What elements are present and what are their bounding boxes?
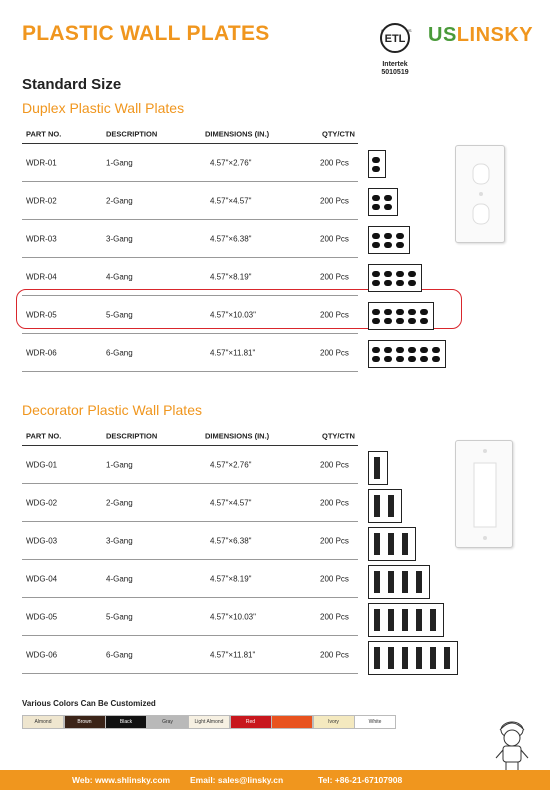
gang — [395, 233, 405, 248]
decorator-plate-1-gang — [368, 451, 388, 485]
decorator-outlet-icon — [456, 441, 514, 549]
decorator-plate-4-gang — [368, 565, 430, 599]
etl-logo-icon — [375, 22, 415, 56]
outlet-icon — [384, 195, 392, 201]
gang — [431, 347, 441, 362]
duplex-plate-3-gang — [368, 226, 410, 254]
color-swatch: Ivory — [313, 715, 355, 729]
decorator-opening-icon — [402, 533, 408, 555]
duplex-table — [22, 124, 358, 372]
decorator-opening-icon — [430, 647, 436, 669]
gang — [371, 157, 381, 172]
gang — [385, 495, 397, 517]
gang — [385, 647, 397, 669]
outlet-icon — [408, 309, 416, 315]
color-swatch: Black — [105, 715, 147, 729]
description: 4-Gang — [106, 272, 133, 281]
decorator-opening-icon — [388, 647, 394, 669]
gang — [385, 571, 397, 593]
quantity: 200 Pcs — [320, 460, 349, 469]
gang — [383, 233, 393, 248]
description: 5-Gang — [106, 310, 133, 319]
color-swatch: Gray — [147, 715, 189, 729]
color-swatch: Red — [230, 715, 272, 729]
outlet-icon — [372, 271, 380, 277]
description: 3-Gang — [106, 234, 133, 243]
outlet-icon — [420, 309, 428, 315]
dimensions: 4.57"×2.76" — [210, 158, 252, 167]
decorator-opening-icon — [402, 609, 408, 631]
description: 1-Gang — [106, 158, 133, 167]
gang — [371, 233, 381, 248]
gang — [371, 533, 383, 555]
part-no: WDG-04 — [26, 574, 58, 583]
svg-text:C: C — [381, 28, 384, 33]
gang — [385, 533, 397, 555]
gang — [419, 347, 429, 362]
decorator-opening-icon — [388, 609, 394, 631]
gang — [419, 309, 429, 324]
part-no: WDR-05 — [26, 310, 57, 319]
gang — [407, 271, 417, 286]
decorator-opening-icon — [416, 609, 422, 631]
outlet-icon — [372, 242, 380, 248]
quantity: 200 Pcs — [320, 612, 349, 621]
etl-certification — [370, 22, 420, 77]
decorator-opening-icon — [374, 609, 380, 631]
gang — [371, 495, 383, 517]
outlet-icon — [384, 309, 392, 315]
outlet-icon — [396, 347, 404, 353]
outlet-icon — [372, 356, 380, 362]
quantity: 200 Pcs — [320, 650, 349, 659]
outlet-icon — [396, 271, 404, 277]
gang — [385, 609, 397, 631]
part-no: WDG-03 — [26, 536, 58, 545]
part-no: WDR-02 — [26, 196, 57, 205]
col-part: PART NO. — [26, 129, 62, 138]
decorator-plate-2-gang — [368, 489, 402, 523]
decorator-plate-photo — [455, 440, 513, 548]
gang — [407, 309, 417, 324]
decorator-opening-icon — [430, 609, 436, 631]
quantity: 200 Pcs — [320, 158, 349, 167]
table-row — [22, 598, 358, 636]
decorator-opening-icon — [402, 647, 408, 669]
decorator-opening-icon — [374, 457, 380, 479]
decorator-opening-icon — [444, 647, 450, 669]
outlet-icon — [408, 280, 416, 286]
outlet-icon — [372, 157, 380, 163]
outlet-icon — [396, 233, 404, 239]
outlet-icon — [384, 280, 392, 286]
gang — [413, 647, 425, 669]
outlet-icon — [372, 204, 380, 210]
col-desc: DESCRIPTION — [106, 129, 158, 138]
description: 4-Gang — [106, 574, 133, 583]
gang — [399, 609, 411, 631]
color-swatch: Light Almond — [188, 715, 230, 729]
table-row — [22, 484, 358, 522]
part-no: WDR-04 — [26, 272, 57, 281]
col-desc: DESCRIPTION — [106, 431, 158, 440]
dimensions: 4.57"×8.19" — [210, 272, 252, 281]
duplex-plate-6-gang — [368, 340, 446, 368]
quantity: 200 Pcs — [320, 310, 349, 319]
gang — [383, 309, 393, 324]
decorator-opening-icon — [374, 495, 380, 517]
table-row — [22, 560, 358, 598]
col-qty: QTY/CTN — [322, 431, 355, 440]
gang — [395, 309, 405, 324]
table-row — [22, 522, 358, 560]
description: 6-Gang — [106, 348, 133, 357]
gang — [427, 609, 439, 631]
outlet-icon — [384, 233, 392, 239]
cert-line1: Intertek — [382, 61, 408, 68]
outlet-icon — [396, 318, 404, 324]
gang — [383, 271, 393, 286]
gang — [395, 271, 405, 286]
footer-tel: Tel: +86-21-67107908 — [318, 775, 403, 785]
duplex-section-title: Duplex Plastic Wall Plates — [22, 100, 185, 116]
quantity: 200 Pcs — [320, 196, 349, 205]
outlet-icon — [408, 347, 416, 353]
table-row — [22, 636, 358, 674]
decorator-plate-5-gang — [368, 603, 444, 637]
outlet-icon — [372, 166, 380, 172]
dimensions: 4.57"×11.81" — [210, 348, 256, 357]
duplex-plate-2-gang — [368, 188, 398, 216]
duplex-plate-1-gang — [368, 150, 386, 178]
part-no: WDR-03 — [26, 234, 57, 243]
gang — [427, 647, 439, 669]
table-row — [22, 220, 358, 258]
standard-size-heading: Standard Size — [22, 76, 122, 93]
gang — [395, 347, 405, 362]
gang — [407, 347, 417, 362]
brand-rest: LINSKY — [456, 24, 534, 46]
outlet-icon — [432, 347, 440, 353]
quantity: 200 Pcs — [320, 272, 349, 281]
decorator-section-title: Decorator Plastic Wall Plates — [22, 402, 202, 418]
dimensions: 4.57"×2.76" — [210, 460, 252, 469]
color-swatch: Brown — [64, 715, 106, 729]
decorator-opening-icon — [374, 571, 380, 593]
outlet-icon — [396, 280, 404, 286]
dimensions: 4.57"×4.57" — [210, 196, 252, 205]
decorator-opening-icon — [388, 571, 394, 593]
part-no: WDR-06 — [26, 348, 57, 357]
footer-bar — [0, 770, 550, 790]
duplex-plate-5-gang — [368, 302, 434, 330]
outlet-icon — [372, 233, 380, 239]
col-part: PART NO. — [26, 431, 62, 440]
gang — [383, 195, 393, 210]
outlet-icon — [372, 280, 380, 286]
col-dim: DIMENSIONS (IN.) — [205, 129, 270, 138]
gang — [383, 347, 393, 362]
decorator-opening-icon — [388, 533, 394, 555]
outlet-icon — [384, 318, 392, 324]
quantity: 200 Pcs — [320, 536, 349, 545]
dimensions: 4.57"×11.81" — [210, 650, 256, 659]
footer-web[interactable]: Web: www.shlinsky.com — [72, 775, 171, 785]
duplex-outlet-icon — [456, 146, 506, 244]
outlet-icon — [408, 271, 416, 277]
outlet-icon — [432, 356, 440, 362]
description: 2-Gang — [106, 498, 133, 507]
outlet-icon — [420, 347, 428, 353]
cert-line2: 5010519 — [381, 69, 409, 76]
dimensions: 4.57"×8.19" — [210, 574, 252, 583]
decorator-opening-icon — [416, 647, 422, 669]
description: 3-Gang — [106, 536, 133, 545]
gang — [371, 195, 381, 210]
outlet-icon — [372, 318, 380, 324]
gang — [371, 347, 381, 362]
decorator-opening-icon — [388, 495, 394, 517]
color-swatch: White — [354, 715, 396, 729]
decorator-plate-3-gang — [368, 527, 416, 561]
outlet-icon — [396, 356, 404, 362]
part-no: WDR-01 — [26, 158, 57, 167]
description: 2-Gang — [106, 196, 133, 205]
gang — [399, 571, 411, 593]
duplex-plate-photo — [455, 145, 505, 243]
color-swatch: Almond — [22, 715, 64, 729]
brand-us: US — [428, 24, 457, 46]
decorator-opening-icon — [374, 647, 380, 669]
mascot-illustration-icon — [490, 718, 534, 774]
dimensions: 4.57"×10.03" — [210, 310, 256, 319]
outlet-icon — [396, 242, 404, 248]
gang — [371, 609, 383, 631]
decorator-opening-icon — [402, 571, 408, 593]
outlet-icon — [420, 318, 428, 324]
duplex-plate-4-gang — [368, 264, 422, 292]
gang — [399, 647, 411, 669]
decorator-table — [22, 426, 358, 674]
table-row — [22, 446, 358, 484]
dimensions: 4.57"×10.03" — [210, 612, 256, 621]
outlet-icon — [396, 309, 404, 315]
description: 1-Gang — [106, 460, 133, 469]
description: 5-Gang — [106, 612, 133, 621]
outlet-icon — [372, 195, 380, 201]
gang — [371, 309, 381, 324]
dimensions: 4.57"×4.57" — [210, 498, 252, 507]
decorator-plate-6-gang — [368, 641, 458, 675]
quantity: 200 Pcs — [320, 498, 349, 507]
colors-title: Various Colors Can Be Customized — [22, 699, 156, 708]
decorator-opening-icon — [416, 571, 422, 593]
part-no: WDG-05 — [26, 612, 58, 621]
gang — [371, 457, 383, 479]
table-row — [22, 182, 358, 220]
page-title: PLASTIC WALL PLATES — [22, 22, 270, 45]
svg-text:ETL: ETL — [384, 33, 406, 45]
part-no: WDG-06 — [26, 650, 58, 659]
outlet-icon — [384, 347, 392, 353]
quantity: 200 Pcs — [320, 574, 349, 583]
quantity: 200 Pcs — [320, 348, 349, 357]
gang — [399, 533, 411, 555]
brand-logo — [428, 24, 533, 47]
outlet-icon — [372, 347, 380, 353]
decorator-opening-icon — [374, 533, 380, 555]
description: 6-Gang — [106, 650, 133, 659]
outlet-icon — [420, 356, 428, 362]
gang — [413, 571, 425, 593]
outlet-icon — [384, 242, 392, 248]
dimensions: 4.57"×6.38" — [210, 536, 252, 545]
gang — [371, 271, 381, 286]
table-row — [22, 144, 358, 182]
col-qty: QTY/CTN — [322, 129, 355, 138]
table-header — [22, 124, 358, 144]
color-swatch — [271, 715, 313, 729]
dimensions: 4.57"×6.38" — [210, 234, 252, 243]
outlet-icon — [372, 309, 380, 315]
table-row — [22, 334, 358, 372]
quantity: 200 Pcs — [320, 234, 349, 243]
outlet-icon — [408, 318, 416, 324]
footer-email[interactable]: Email: sales@linsky.cn — [190, 775, 284, 785]
gang — [441, 647, 453, 669]
col-dim: DIMENSIONS (IN.) — [205, 431, 270, 440]
gang — [371, 571, 383, 593]
svg-text:US: US — [406, 28, 412, 33]
table-header — [22, 426, 358, 446]
outlet-icon — [384, 271, 392, 277]
outlet-icon — [384, 204, 392, 210]
gang — [371, 647, 383, 669]
part-no: WDG-01 — [26, 460, 58, 469]
outlet-icon — [384, 356, 392, 362]
outlet-icon — [408, 356, 416, 362]
part-no: WDG-02 — [26, 498, 58, 507]
gang — [413, 609, 425, 631]
